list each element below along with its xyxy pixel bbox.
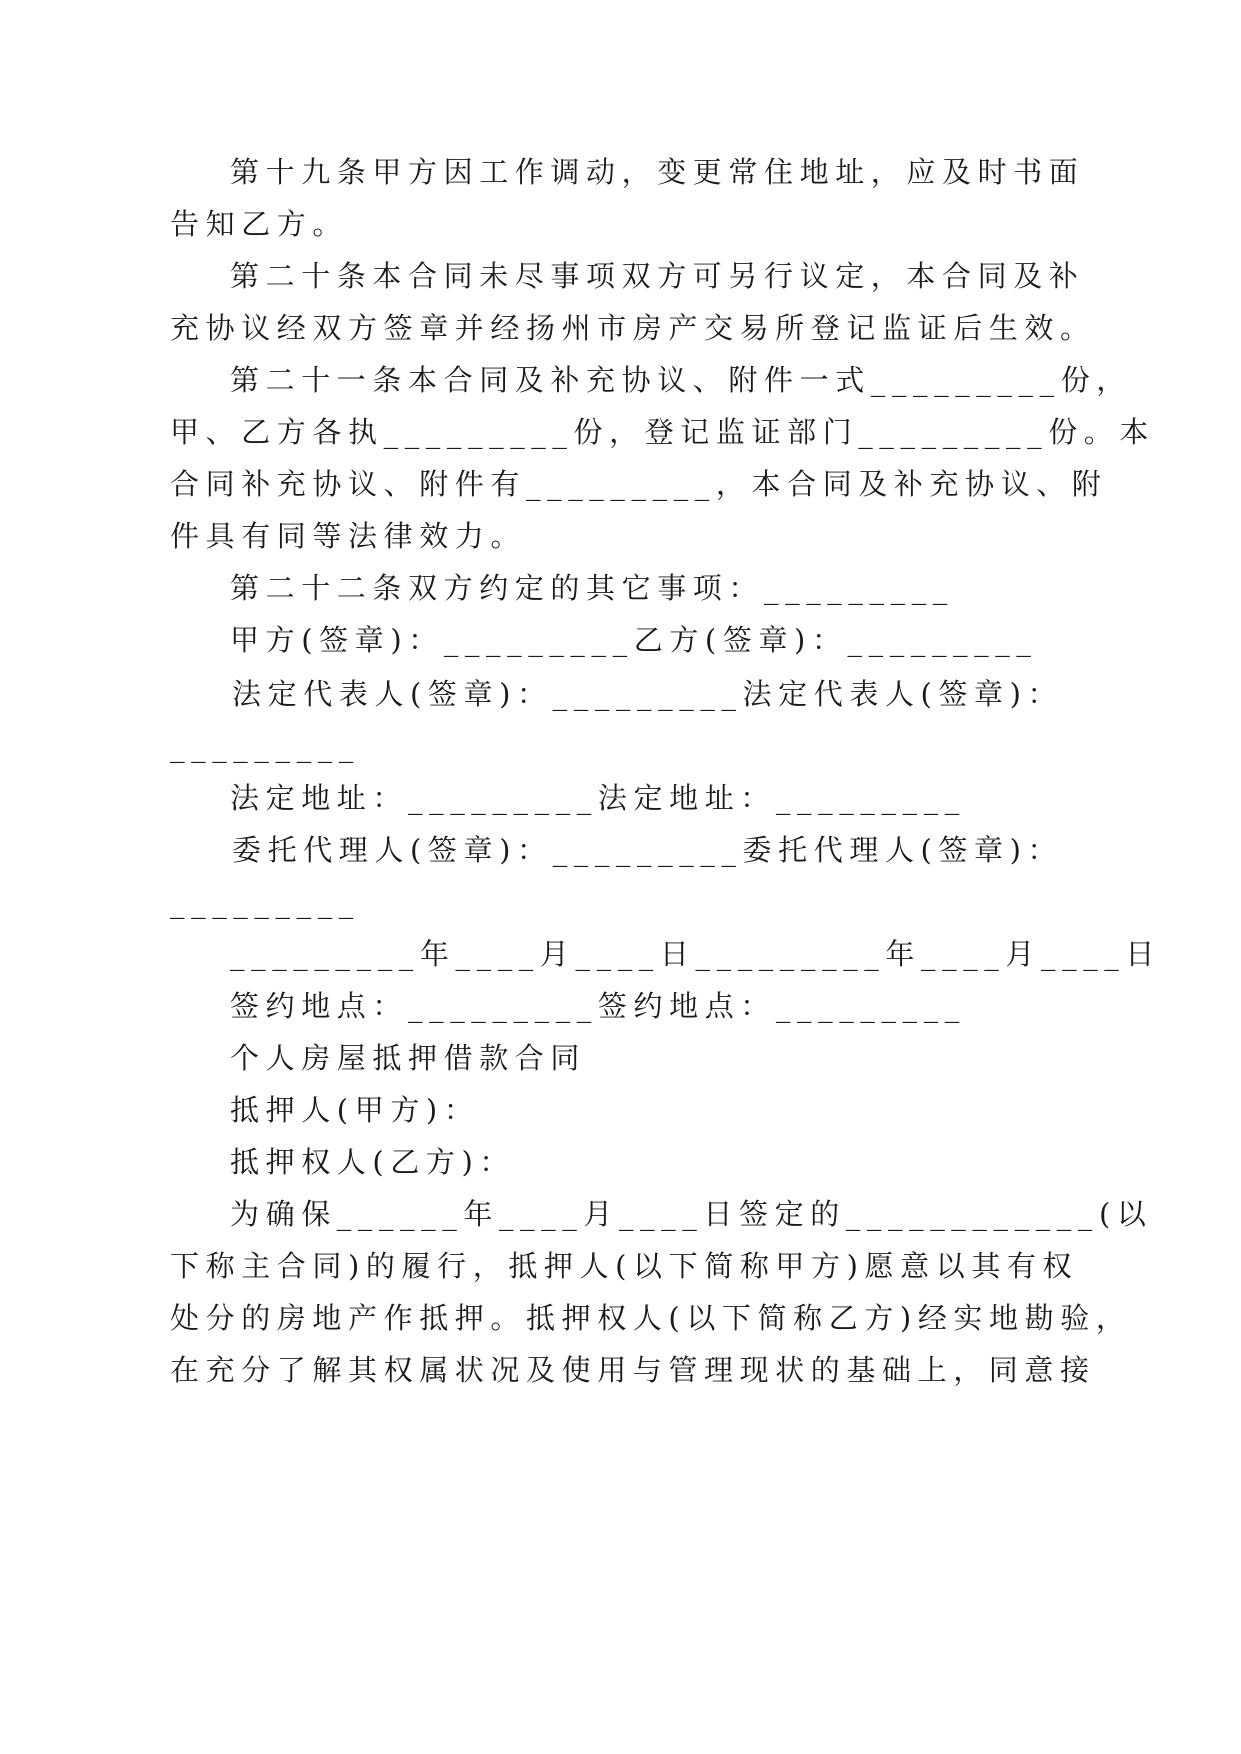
signature-line: 法定地址：_________法定地址：_________ [230, 781, 966, 815]
paragraph-line: 下称主合同)的履行，抵押人(以下简称甲方)愿意以其有权 [170, 1249, 1079, 1283]
paragraph-line: 件具有同等法律效力。 [170, 519, 527, 553]
signature-line: _________ [170, 729, 360, 763]
signature-line: 法定代表人(签章)：_________法定代表人(签章)： [232, 677, 1064, 711]
paragraph-line: 第十九条甲方因工作调动，变更常住地址，应及时书面 [230, 155, 1085, 189]
paragraph-line: 抵押权人(乙方)： [230, 1145, 516, 1179]
signature-line: 委托代理人(签章)：_________委托代理人(签章)： [232, 833, 1064, 867]
paragraph-line: 处分的房地产作抵押。抵押权人(以下简称乙方)经实地勘验， [170, 1301, 1132, 1335]
paragraph-line: 第二十一条本合同及补充协议、附件一式_________份， [230, 363, 1132, 397]
signature-line: 甲方(签章)：_________乙方(签章)：_________ [230, 623, 1038, 657]
paragraph-line: 第二十二条双方约定的其它事项：_________ [230, 571, 954, 605]
paragraph-line: 合同补充协议、附件有_________，本合同及补充协议、附 [170, 467, 1108, 501]
signature-line: _________ [170, 885, 360, 919]
contract-title: 个人房屋抵押借款合同 [230, 1041, 587, 1075]
signature-line: 签约地点：_________签约地点：_________ [230, 989, 966, 1023]
paragraph-line: 告知乙方。 [170, 207, 349, 241]
date-line: _________年____月____日_________年____月____日 [230, 937, 1161, 971]
paragraph-line: 抵押人(甲方)： [230, 1093, 480, 1127]
paragraph-line: 甲、乙方各执_________份，登记监证部门_________份。本 [170, 415, 1156, 449]
paragraph-line: 第二十条本合同未尽事项双方可另行议定，本合同及补 [230, 259, 1085, 293]
paragraph-line: 在充分了解其权属状况及使用与管理现状的基础上，同意接 [170, 1353, 1096, 1387]
paragraph-line: 为确保______年____月____日签定的____________(以 [230, 1197, 1153, 1231]
paragraph-line: 充协议经双方签章并经扬州市房产交易所登记监证后生效。 [170, 311, 1096, 345]
